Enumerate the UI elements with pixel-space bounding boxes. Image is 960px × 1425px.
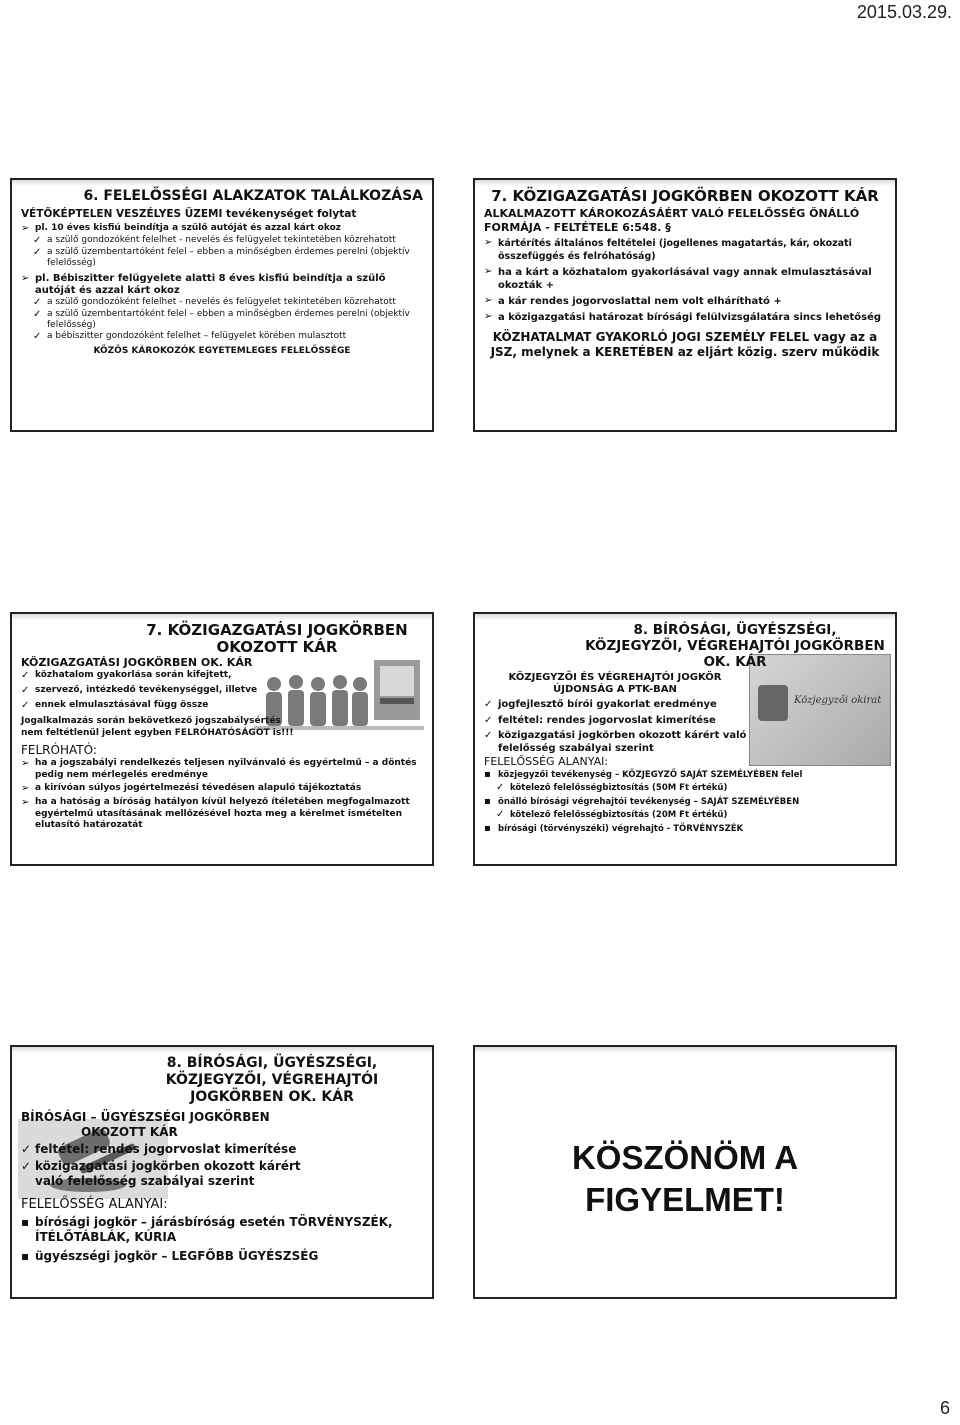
slide-2-item: ➢ kártérítés általános feltételei (jogellenes magatartás, kár, okozati összefüggés és felróhatóság) xyxy=(484,237,852,262)
slide-5-title: 8. BÍRÓSÁGI, ÜGYÉSZSÉGI, KÖZJEGYZŐI, VÉGREHAJTÓI JOGKÖRBEN OK. KÁR xyxy=(165,1055,379,1105)
slide-4-check: ✓ kötelező felelősségbiztosítás (50M Ft értékű) xyxy=(496,781,728,793)
square-bullet-icon: ▪ xyxy=(21,1215,30,1229)
thanks-line-1: KÖSZÖNÖM A xyxy=(571,1139,799,1176)
slide-4-alanyai: FELELŐSSÉG ALANYAI: xyxy=(484,755,609,768)
check-icon: ✓ xyxy=(21,700,30,711)
slide-5 xyxy=(10,1045,434,1299)
slide-5-square-item: ▪ ügyészségi jogkör – LEGFŐBB ÜGYÉSZSÉG xyxy=(21,1249,319,1263)
slide-4-check: ✓ jogfejlesztő bírói gyakorlat eredménye xyxy=(484,699,717,710)
arrow-icon: ➢ xyxy=(21,758,30,769)
slide-5-sub2: OKOZOTT KÁR xyxy=(81,1125,178,1139)
square-bullet-icon: ▪ xyxy=(21,1249,30,1263)
slide-1-check: ✓ a bébiszitter gondozóként felelhet – felügyelet körében mulasztott xyxy=(33,331,347,342)
slide-4-title: 8. BÍRÓSÁGI, ÜGYÉSZSÉGI, KÖZJEGYZŐI, VÉGREHAJTÓI JOGKÖRBEN OK. KÁR xyxy=(585,622,885,670)
slide-5-alanyai: FELELŐSSÉG ALANYAI: xyxy=(21,1197,168,1212)
slide-2-item: ➢ a kár rendes jogorvoslattal nem volt elhárítható + xyxy=(484,295,782,307)
check-icon: ✓ xyxy=(21,1159,32,1173)
slide-4-square-item: ▪ bírósági (törvényszéki) végrehajtó - TÖRVÉNYSZÉK xyxy=(484,823,744,834)
slide-3-note: Jogalkalmazás során bekövetkező jogszabálysértés nem feltétlenül jelent egyben FELRÓHATÓSÁGOT is!!! xyxy=(21,716,294,738)
slide-3-felrohato: FELRÓHATÓ: xyxy=(21,743,97,757)
slide-2-subtitle: ALKALMAZOTT KÁROKOZÁSÁÉRT VALÓ FELELŐSSÉG ÖNÁLLÓ FORMÁJA - FELTÉTELE 6:548. § xyxy=(484,207,860,234)
slide-4 xyxy=(473,612,897,866)
slide-1-bullet: ➢ pl. Bébiszitter felügyelete alatti 8 éves kisfiú beindítja a szülő autóját és azzal kárt okoz xyxy=(21,273,386,296)
slide-3-title: 7. KÖZIGAZGATÁSI JOGKÖRBEN OKOZOTT KÁR xyxy=(146,621,408,656)
slide-3-item: ➢ ha a jogszabályi rendelkezés teljesen nyilvánvaló és egyértelmű – a döntés pedig nem mérlegelés eredménye xyxy=(21,758,417,780)
slide-1-check: ✓ a szülő gondozóként felelhet - nevelés és felügyelet tekintetében közrehatott xyxy=(33,297,396,308)
slide-1-subtitle: VÉTŐKÉPTELEN VESZÉLYES ÜZEMI tevékenységet folytat xyxy=(21,208,357,220)
arrow-icon: ➢ xyxy=(21,273,30,284)
slide-5-square-item: ▪ bírósági jogkör – járásbíróság esetén TÖRVÉNYSZÉK, ÍTÉLŐTÁBLÁK, KÚRIA xyxy=(21,1215,393,1244)
slide-4-sub2: ÚJDONSÁG A PTK-BAN xyxy=(553,684,677,695)
check-icon: ✓ xyxy=(21,670,30,681)
slide-1-footer: KÖZÖS KÁROKOZÓK EGYETEMLEGES FELELŐSSÉGE xyxy=(93,346,351,356)
slide-1-check: ✓ a szülő üzembentartóként felel – ebben a minőségben érdemes perelni (objektív felelősség) xyxy=(33,309,410,330)
check-icon: ✓ xyxy=(33,297,42,308)
slide-3-check: ✓ ennek elmulasztásával függ össze xyxy=(21,700,209,711)
slide-3-item: ➢ a kirívóan súlyos jogértelmezési tévedésen alapuló tájékoztatás xyxy=(21,783,362,794)
slide-2-item: ➢ ha a kárt a közhatalom gyakorlásával vagy annak elmulasztásával okozták + xyxy=(484,266,872,291)
slide-1 xyxy=(10,178,434,432)
slide-3-item: ➢ ha a hatóság a bíróság hatályon kívül helyező ítéletében megfogalmazott egyértelmű utasításának mellőzésével hozta meg a kérelmet ismételten elutasító határozatát xyxy=(21,797,410,830)
slide-2 xyxy=(473,178,897,432)
slide-1-check: ✓ a szülő gondozóként felelhet - nevelés és felügyelet tekintetében közrehatott xyxy=(33,235,396,246)
check-icon: ✓ xyxy=(33,309,42,320)
check-icon: ✓ xyxy=(33,247,42,258)
check-icon: ✓ xyxy=(484,699,493,710)
slide-1-title: 6. FELELŐSSÉGI ALAKZATOK TALÁLKOZÁSA xyxy=(83,188,423,204)
slide-2-footer: KÖZHATALMAT GYAKORLÓ JOGI SZEMÉLY FELEL vagy az a JSZ, melynek a KERETÉBEN az eljárt közig. szerv működik xyxy=(490,330,880,359)
slide-4-square-item: ▪ közjegyzői tevékenység – KÖZJEGYZŐ SAJÁT SZEMÉLYÉBEN felel xyxy=(484,769,803,780)
page-number: 6 xyxy=(939,1398,950,1418)
slide-4-square-item: ▪ önálló bírósági végrehajtói tevékenység – SAJÁT SZEMÉLYÉBEN xyxy=(484,796,800,807)
check-icon: ✓ xyxy=(496,781,505,793)
slide-3-check: ✓ közhatalom gyakorlása során kifejtett, xyxy=(21,670,232,681)
slide-1-bullet: ➢ pl. 10 éves kisfiú beindítja a szülő autóját és azzal kárt okoz xyxy=(21,223,341,234)
square-bullet-icon: ▪ xyxy=(484,823,491,834)
arrow-icon: ➢ xyxy=(484,311,493,322)
check-icon: ✓ xyxy=(21,1142,32,1156)
check-icon: ✓ xyxy=(484,730,493,741)
slide-4-check: ✓ kötelező felelősségbiztosítás (20M Ft értékű) xyxy=(496,808,728,820)
check-icon: ✓ xyxy=(21,685,30,696)
slide-5-check: ✓ közigazgatási jogkörben okozott kárért való felelősség szabályai szerint xyxy=(21,1159,301,1188)
slide-2-title: 7. KÖZIGAZGATÁSI JOGKÖRBEN OKOZOTT KÁR xyxy=(491,187,879,205)
thanks-text xyxy=(475,1137,895,1221)
slide-4-check: ✓ feltétel: rendes jogorvoslat kimerítése xyxy=(484,714,716,726)
arrow-icon: ➢ xyxy=(21,783,30,794)
doc-text: Közjegyzői okirat xyxy=(794,695,882,706)
document-date: 2015.03.29. xyxy=(856,2,952,22)
slide-5-sub1: BÍRÓSÁGI – ÜGYÉSZSÉGI JOGKÖRBEN xyxy=(21,1110,270,1124)
slide-6 xyxy=(473,1045,897,1299)
arrow-icon: ➢ xyxy=(484,295,493,306)
slide-3-check: ✓ szervező, intézkedő tevékenységgel, illetve xyxy=(21,685,258,696)
arrow-icon: ➢ xyxy=(484,266,493,277)
slide-2-item: ➢ a közigazgatási határozat bírósági felülvizsgálatára sincs lehetőség xyxy=(484,311,882,323)
arrow-icon: ➢ xyxy=(21,797,30,808)
check-icon: ✓ xyxy=(484,714,493,726)
check-icon: ✓ xyxy=(33,331,42,342)
slide-1-check: ✓ a szülő üzembentartóként felel – ebben a minőségben érdemes perelni (objektív felelősség) xyxy=(33,247,410,268)
slide-3-subtitle: KÖZIGAZGATÁSI JOGKÖRBEN OK. KÁR xyxy=(21,656,253,669)
arrow-icon: ➢ xyxy=(484,237,493,248)
square-bullet-icon: ▪ xyxy=(484,796,491,807)
slide-4-sub1: KÖZJEGYZŐI ÉS VÉGREHAJTÓI JOGKÖR xyxy=(508,672,722,683)
check-icon: ✓ xyxy=(33,235,42,246)
thanks-line-2: FIGYELMET! xyxy=(585,1181,785,1218)
arrow-icon: ➢ xyxy=(21,223,30,234)
check-icon: ✓ xyxy=(496,808,505,820)
slide-5-check: ✓ feltétel: rendes jogorvoslat kimerítése xyxy=(21,1142,297,1156)
square-bullet-icon: ▪ xyxy=(484,769,491,780)
slide-3 xyxy=(10,612,434,866)
slide-4-check: ✓ közigazgatási jogkörben okozott kárért való felelősség szabályai szerint xyxy=(484,730,747,754)
